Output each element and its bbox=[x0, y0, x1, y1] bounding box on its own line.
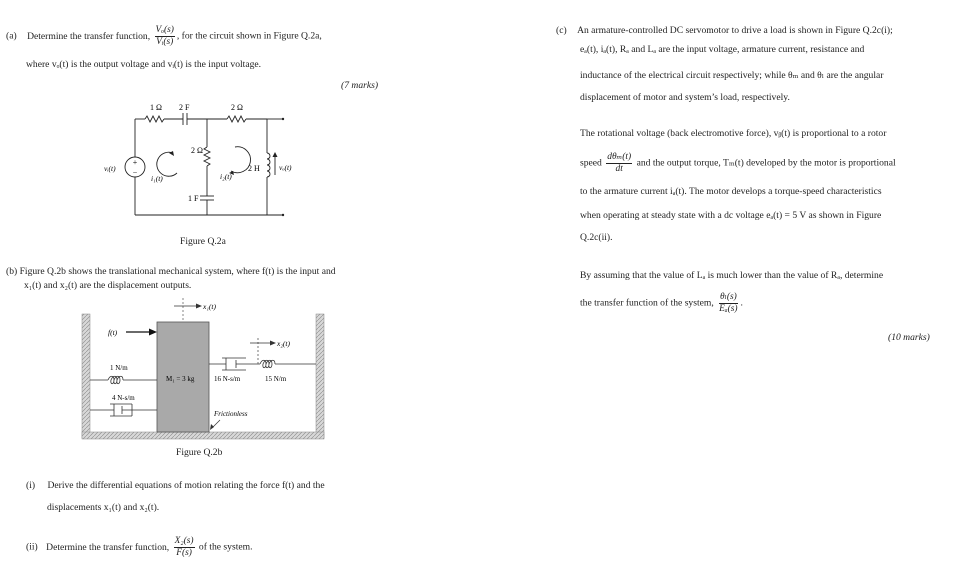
label-c1: 2 F bbox=[179, 103, 190, 112]
label-b2: 16 N-s/m bbox=[214, 375, 241, 383]
label-b1: 4 N-s/m bbox=[112, 394, 135, 402]
question-b-i-label: (i) bbox=[26, 480, 36, 491]
marks-c: (10 marks) bbox=[888, 332, 930, 343]
label-x1: x₁(t) bbox=[203, 302, 217, 311]
question-c-p3-text-end: . bbox=[740, 297, 743, 309]
question-a-line2: where vₒ(t) is the output voltage and vᵢ(t) is the input voltage. bbox=[26, 59, 262, 70]
question-a bbox=[6, 25, 322, 48]
resistor-3 bbox=[227, 116, 246, 122]
fraction-denominator: Vᵢ(s) bbox=[156, 37, 174, 47]
label-mass: M₁ = 3 kg bbox=[166, 375, 195, 383]
label-k2: 15 N/m bbox=[265, 375, 287, 383]
question-c-p2-line1: The rotational voltage (back electromotive force), vᵦ(t) is proportional to a rotor bbox=[580, 128, 887, 139]
question-b-ii bbox=[26, 536, 252, 559]
question-c-p1-line3: inductance of the electrical circuit respectively; while θₘ and θₗ are the angular bbox=[580, 70, 884, 81]
question-b-line1: (b) Figure Q.2b shows the translational mechanical system, where f(t) is the input and bbox=[6, 266, 336, 277]
inductor bbox=[267, 153, 270, 177]
question-b-i-text: Derive the differential equations of motion relating the force f(t) and the bbox=[47, 480, 325, 491]
figure-q2b-caption: Figure Q.2b bbox=[176, 447, 223, 458]
label-vo: vₒ(t) bbox=[279, 163, 292, 172]
question-c-p1-line4: displacement of motor and system’s load, respectively. bbox=[580, 92, 790, 103]
marks-a: (7 marks) bbox=[341, 80, 379, 91]
question-c-p2-line2-rest: and the output torque, Tₘ(t) developed by the motor is proportional bbox=[636, 157, 896, 169]
label-l1: 2 H bbox=[248, 164, 260, 173]
label-x2: x₂(t) bbox=[277, 339, 291, 348]
fraction-denominator: F(s) bbox=[176, 548, 192, 558]
circuit-diagram bbox=[95, 95, 295, 225]
question-c-p3-line1: By assuming that the value of Lₐ is much lower than the value of Rₐ, determine bbox=[580, 270, 884, 281]
label-vi: vᵢ(t) bbox=[104, 164, 116, 173]
label-frictionless: Frictionless bbox=[214, 410, 248, 418]
question-c-p2-line5: Q.2c(ii). bbox=[580, 232, 613, 243]
question-b-i bbox=[26, 480, 325, 492]
fraction-denominator: dt bbox=[615, 164, 623, 174]
question-c-p2-line3: to the armature current iₐ(t). The motor develops a torque-speed characteristics bbox=[580, 186, 882, 197]
question-c-p3-line2 bbox=[580, 292, 743, 315]
question-c-p2-line2 bbox=[580, 152, 896, 175]
transfer-fraction-b bbox=[174, 536, 195, 559]
transfer-fraction-c bbox=[718, 292, 738, 315]
question-c-p3-text: the transfer function of the system, bbox=[580, 297, 714, 309]
question-b-line2: x₁(t) and x₂(t) are the displacement outputs. bbox=[24, 280, 192, 291]
question-c bbox=[556, 25, 893, 37]
label-r3: 2 Ω bbox=[231, 103, 243, 112]
question-c-label: (c) bbox=[556, 25, 567, 36]
label-c2: 1 F bbox=[188, 194, 199, 203]
svg-text:+: + bbox=[132, 158, 138, 167]
ground bbox=[82, 432, 324, 439]
label-i1: i₁(t) bbox=[151, 174, 163, 183]
speed-text: speed bbox=[580, 157, 602, 169]
question-b-ii-text-end: of the system. bbox=[198, 541, 253, 553]
right-wall bbox=[316, 314, 324, 438]
fraction-denominator: Eₐ(s) bbox=[719, 304, 738, 314]
label-r1: 1 Ω bbox=[150, 103, 162, 112]
question-c-p2-line4: when operating at steady state with a dc voltage eₐ(t) = 5 V as shown in Figure bbox=[580, 210, 882, 221]
figure-q2a-caption: Figure Q.2a bbox=[180, 236, 226, 247]
svg-text:−: − bbox=[132, 168, 138, 177]
fraction-numerator: θₗ(s) bbox=[719, 292, 737, 302]
label-r2: 2 Ω bbox=[191, 146, 203, 155]
transfer-fraction-a bbox=[155, 25, 175, 48]
question-a-label: (a) bbox=[6, 30, 17, 42]
resistor-1 bbox=[145, 116, 164, 122]
left-wall bbox=[82, 314, 90, 438]
question-a-text-end: , for the circuit shown in Figure Q.2a, bbox=[176, 30, 322, 42]
speed-fraction bbox=[606, 152, 632, 175]
question-a-text: Determine the transfer function, bbox=[27, 30, 151, 42]
label-i2: i₂(t) bbox=[220, 172, 232, 181]
resistor-2 bbox=[204, 147, 210, 166]
mechanical-diagram bbox=[78, 292, 330, 442]
question-c-p1-line2: eₐ(t), iₐ(t), Rₐ and Lₐ are the input voltage, armature current, resistance and bbox=[580, 44, 865, 55]
question-c-p1-line1: An armature-controlled DC servomotor to drive a load is shown in Figure Q.2c(i); bbox=[577, 25, 893, 36]
fraction-numerator: Vₒ(s) bbox=[155, 25, 174, 35]
fraction-numerator: dθₘ(t) bbox=[607, 152, 632, 162]
question-b-ii-label: (ii) bbox=[26, 541, 38, 553]
fraction-numerator: X₂(s) bbox=[174, 536, 194, 546]
label-force: f(t) bbox=[108, 328, 118, 337]
question-b-ii-text: Determine the transfer function, bbox=[46, 541, 170, 553]
label-k1: 1 N/m bbox=[110, 364, 128, 372]
question-b-i-line2: displacements x₁(t) and x₂(t). bbox=[47, 502, 160, 513]
